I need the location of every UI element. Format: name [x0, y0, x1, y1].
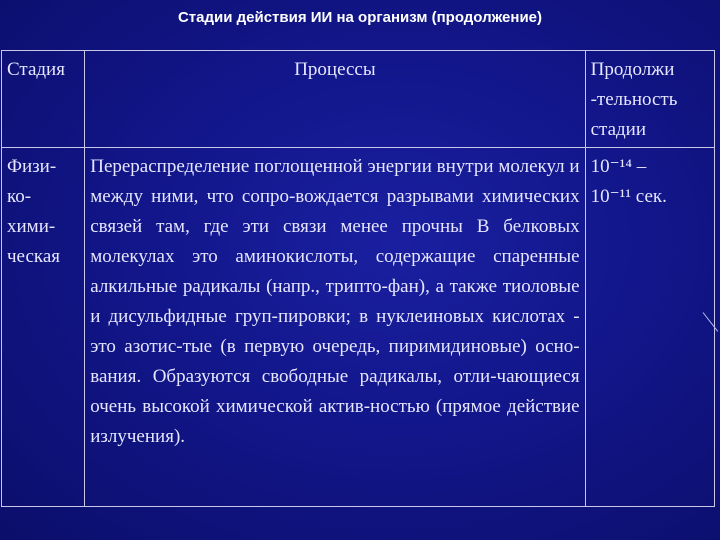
- stage-cell: [2, 148, 85, 507]
- stage-name-line: хими-: [7, 216, 56, 237]
- stage-name-line: ческая: [7, 246, 61, 267]
- header-duration-line: -тельность: [590, 89, 678, 110]
- slide-title: Стадии действия ИИ на организм (продолжение): [177, 9, 543, 26]
- stages-table: [1, 50, 715, 507]
- header-processes: Процессы: [85, 51, 585, 148]
- header-duration: [585, 51, 714, 148]
- header-stage: Стадия: [2, 51, 85, 148]
- duration-line: 10⁻¹¹ сек.: [590, 186, 667, 207]
- stage-name-line: ко-: [7, 186, 32, 207]
- stage-name-line: Физи-: [7, 156, 57, 177]
- header-duration-line: стадии: [590, 119, 647, 140]
- duration-line: 10⁻¹⁴ –: [590, 156, 647, 177]
- table-header-row: [2, 51, 715, 148]
- process-description: Перераспределение поглощенной энергии внутри молекул и между ними, что сопро-вождается разрывами химических связей там, где эти связи менее прочны В белковых молекулах это аминокислоты, содержащие спаренные алкильные радикалы (напр., трипто-фан), а также тиоловые и дисульфидные груп-пировки; в нуклеиновых кислотах - это азотис-тые (в первую очередь, пиримидиновые) осно-вания. Образуются свободные радикалы, отли-чающиеся очень высокой химической актив-ностью (прямое действие излучения).: [85, 148, 585, 507]
- header-duration-line: Продолжи: [590, 59, 675, 80]
- duration-cell: [585, 148, 714, 507]
- table-row: [2, 148, 715, 507]
